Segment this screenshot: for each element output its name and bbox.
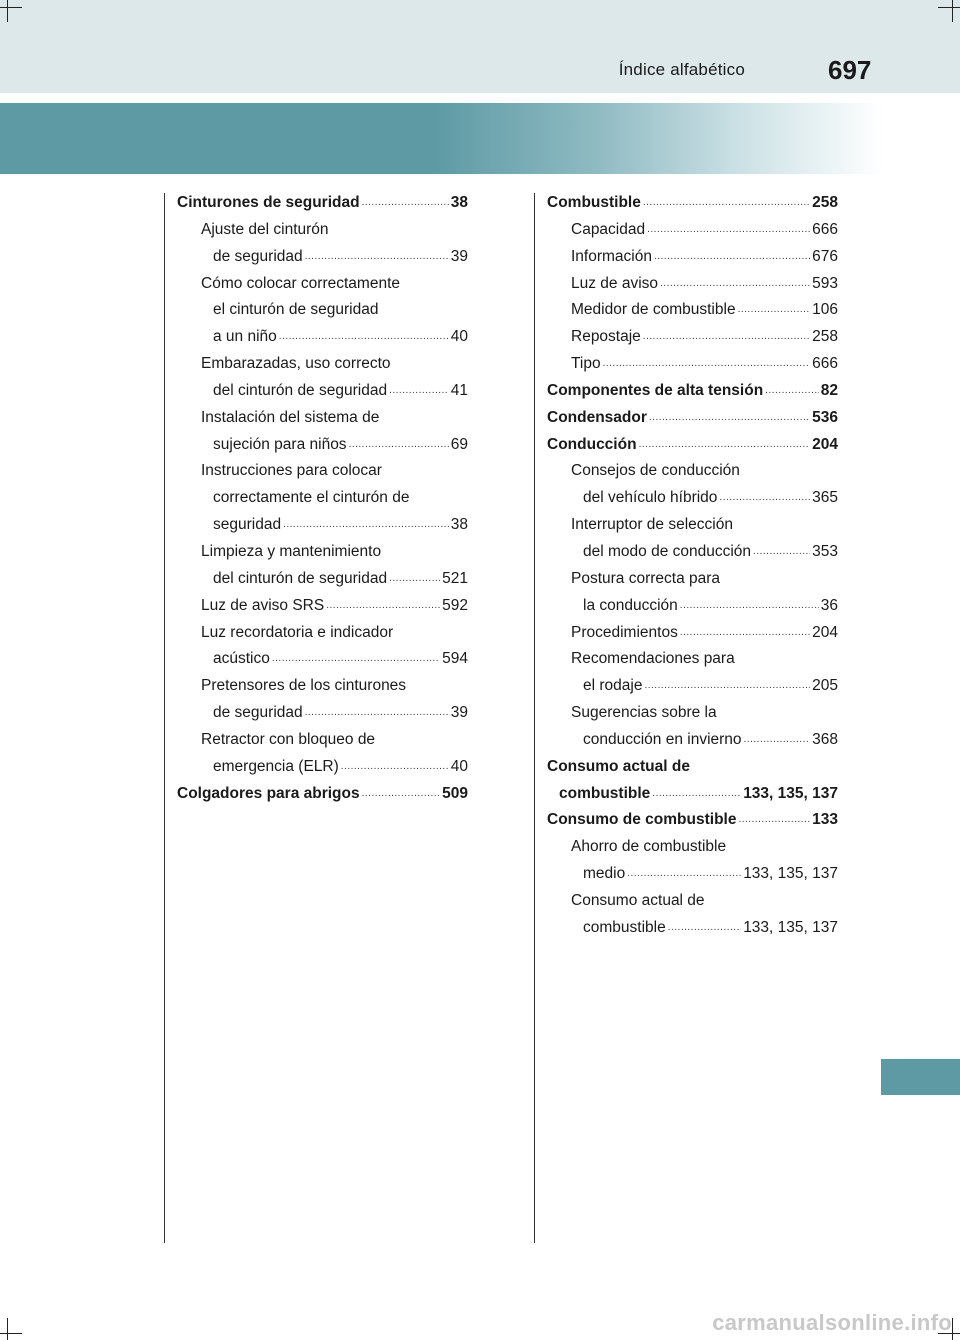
index-entry xyxy=(177,754,468,781)
index-entry-page: 39 xyxy=(450,247,468,265)
index-entry-page: 69 xyxy=(450,435,468,453)
index-entry-text: de seguridad xyxy=(213,704,303,722)
index-entry xyxy=(547,512,838,539)
crop-mark xyxy=(7,1318,8,1340)
dot-leader xyxy=(680,620,810,647)
index-entry-text: Condensador xyxy=(547,408,647,426)
index-entry-text: Recomendaciones para xyxy=(571,650,735,668)
index-column-left xyxy=(177,190,468,807)
index-entry-page: 38 xyxy=(450,516,468,534)
index-entry-text: Consumo actual de xyxy=(571,891,705,909)
index-entry xyxy=(547,646,838,673)
index-entry xyxy=(547,620,838,647)
column-rule-left xyxy=(164,193,165,1243)
index-entry-text: Postura correcta para xyxy=(571,569,721,587)
dot-leader xyxy=(279,324,449,351)
dot-leader xyxy=(654,244,810,271)
dot-leader xyxy=(305,244,449,271)
index-entry xyxy=(547,566,838,593)
index-entry xyxy=(177,432,468,459)
index-entry xyxy=(547,781,838,808)
dot-leader xyxy=(765,378,819,405)
index-entry-text: del cinturón de seguridad xyxy=(213,569,388,587)
crop-mark xyxy=(938,7,960,8)
index-entry-text: Ajuste del cinturón xyxy=(201,220,329,238)
dot-leader xyxy=(738,807,810,834)
index-entry-page: 133, 135, 137 xyxy=(743,784,838,802)
index-entry xyxy=(177,271,468,298)
index-entry-text: Medidor de combustible xyxy=(571,301,736,319)
index-entry-page: 368 xyxy=(812,730,838,748)
index-entry-page: 521 xyxy=(442,569,468,587)
dot-leader xyxy=(647,217,810,244)
index-entry-page: 38 xyxy=(450,194,468,211)
index-entry-page: 204 xyxy=(812,623,838,641)
dot-leader xyxy=(349,432,449,459)
index-entry xyxy=(177,620,468,647)
index-entry-page: 353 xyxy=(812,542,838,560)
index-entry xyxy=(547,888,838,915)
index-entry-page: 509 xyxy=(442,784,468,802)
dot-leader xyxy=(643,190,810,217)
index-entry-text: Interruptor de selección xyxy=(571,516,733,534)
index-entry xyxy=(177,512,468,539)
index-entry xyxy=(177,244,468,271)
index-entry-text: del cinturón de seguridad xyxy=(213,381,388,399)
index-entry xyxy=(547,727,838,754)
index-entry-page: 41 xyxy=(450,381,468,399)
index-entry-page: 536 xyxy=(812,408,838,426)
index-entry xyxy=(177,458,468,485)
dot-leader xyxy=(362,190,449,217)
crop-mark xyxy=(952,1318,953,1340)
index-entry xyxy=(177,324,468,351)
index-entry-text: Retractor con bloqueo de xyxy=(201,730,376,748)
index-entry-text: Repostaje xyxy=(571,328,641,346)
index-entry xyxy=(177,727,468,754)
index-entry xyxy=(547,297,838,324)
index-entry-text: conducción en invierno xyxy=(583,730,742,748)
dot-leader xyxy=(649,405,810,432)
index-entry xyxy=(547,807,838,834)
index-entry xyxy=(547,593,838,620)
dot-leader xyxy=(744,727,811,754)
dot-leader xyxy=(389,378,449,405)
index-entry-text: Cinturones de seguridad xyxy=(177,194,360,211)
index-entry-text: Consejos de conducción xyxy=(571,462,740,480)
index-entry xyxy=(547,861,838,888)
index-entry-page: 106 xyxy=(812,301,838,319)
section-tab xyxy=(881,1059,960,1095)
index-entry-page: 666 xyxy=(812,220,838,238)
index-entry xyxy=(547,458,838,485)
index-entry xyxy=(547,485,838,512)
index-entry-page: 592 xyxy=(442,596,468,614)
index-entry-text: de seguridad xyxy=(213,247,303,265)
dot-leader xyxy=(341,754,449,781)
index-entry-page: 365 xyxy=(812,489,838,507)
index-entry xyxy=(547,673,838,700)
index-entry-text: Consumo de combustible xyxy=(547,811,737,829)
index-entry-text: el rodaje xyxy=(583,677,643,695)
dot-leader xyxy=(326,593,440,620)
index-entry-page: 40 xyxy=(450,757,468,775)
index-entry-text: del vehículo híbrido xyxy=(583,489,718,507)
index-entry xyxy=(547,190,838,217)
index-entry-text: emergencia (ELR) xyxy=(213,757,339,775)
dot-leader xyxy=(627,861,741,888)
index-entry xyxy=(547,432,838,459)
index-entry-text: seguridad xyxy=(213,516,282,534)
dot-leader xyxy=(652,781,741,808)
index-entry-text: Conducción xyxy=(547,435,637,453)
column-rule-right xyxy=(534,193,535,1243)
index-entry-text: Embarazadas, uso correcto xyxy=(201,355,391,373)
index-entry-text: Pretensores de los cinturones xyxy=(201,677,407,695)
index-entry xyxy=(177,673,468,700)
dot-leader xyxy=(305,700,449,727)
index-entry-text: Colgadores para abrigos xyxy=(177,784,360,802)
index-entry-text: Sugerencias sobre la xyxy=(571,704,717,722)
index-entry xyxy=(547,915,838,942)
dot-leader xyxy=(738,297,811,324)
dot-leader xyxy=(639,432,811,459)
index-entry xyxy=(177,566,468,593)
index-entry xyxy=(547,324,838,351)
index-entry-page: 39 xyxy=(450,704,468,722)
dot-leader xyxy=(272,646,440,673)
index-entry-page: 594 xyxy=(442,650,468,668)
index-entry xyxy=(547,351,838,378)
index-entry-text: Ahorro de combustible xyxy=(571,838,727,856)
index-entry-text: Luz de aviso xyxy=(571,274,659,292)
dot-leader xyxy=(389,566,440,593)
dot-leader xyxy=(362,781,441,808)
crop-mark xyxy=(7,0,8,22)
index-entry-text: correctamente el cinturón de xyxy=(213,489,410,507)
dot-leader xyxy=(283,512,449,539)
dot-leader xyxy=(719,485,810,512)
crop-mark xyxy=(0,1333,22,1334)
index-entry xyxy=(547,271,838,298)
index-entry-page: 593 xyxy=(812,274,838,292)
dot-leader xyxy=(680,593,819,620)
index-entry-text: combustible xyxy=(583,918,666,936)
index-entry-text: el cinturón de seguridad xyxy=(213,301,379,319)
index-entry-page: 133, 135, 137 xyxy=(743,918,838,936)
crop-mark xyxy=(0,7,22,8)
index-entry-text: acústico xyxy=(213,650,270,668)
index-entry xyxy=(177,351,468,378)
index-entry xyxy=(177,700,468,727)
index-entry xyxy=(547,378,838,405)
index-entry xyxy=(177,405,468,432)
index-entry-text: combustible xyxy=(559,784,651,802)
crop-mark xyxy=(952,0,953,22)
index-entry-page: 258 xyxy=(812,328,838,346)
index-entry-page: 676 xyxy=(812,247,838,265)
dot-leader xyxy=(643,324,810,351)
index-entry-text: Instrucciones para colocar xyxy=(201,462,382,480)
index-entry-text: Tipo xyxy=(571,355,601,373)
dot-leader xyxy=(603,351,811,378)
index-entry-text: Capacidad xyxy=(571,220,646,238)
index-entry xyxy=(547,700,838,727)
index-entry xyxy=(547,405,838,432)
index-entry-page: 204 xyxy=(812,435,838,453)
index-entry xyxy=(177,593,468,620)
index-entry xyxy=(177,646,468,673)
index-entry xyxy=(547,217,838,244)
index-entry xyxy=(177,190,468,217)
index-entry-page: 258 xyxy=(812,194,838,211)
index-entry-text: Información xyxy=(571,247,652,265)
index-entry xyxy=(547,244,838,271)
index-entry-text: Limpieza y mantenimiento xyxy=(201,542,382,560)
dot-leader xyxy=(753,539,810,566)
index-entry-page: 666 xyxy=(812,355,838,373)
index-entry-page: 205 xyxy=(812,677,838,695)
index-entry xyxy=(547,539,838,566)
index-entry-text: la conducción xyxy=(583,596,678,614)
index-entry-text: Instalación del sistema de xyxy=(201,408,380,426)
decorative-band xyxy=(0,103,960,174)
header-band xyxy=(0,0,960,93)
index-entry xyxy=(547,754,838,781)
page-number: 697 xyxy=(828,55,872,85)
section-title: Índice alfabético xyxy=(618,60,745,79)
index-entry xyxy=(177,781,468,808)
index-entry-page: 36 xyxy=(820,596,838,614)
dot-leader xyxy=(668,915,741,942)
index-entry-page: 133 xyxy=(812,811,838,829)
index-entry-text: Luz recordatoria e indicador xyxy=(201,623,394,641)
index-entry-text: Consumo actual de xyxy=(547,757,690,775)
index-entry-text: sujeción para niños xyxy=(213,435,347,453)
index-column-right xyxy=(547,190,838,942)
index-entry xyxy=(177,485,468,512)
index-entry-text: Procedimientos xyxy=(571,623,678,641)
index-entry-text: a un niño xyxy=(213,328,277,346)
index-entry-text: Luz de aviso SRS xyxy=(201,596,325,614)
dot-leader xyxy=(644,673,810,700)
index-entry-text: del modo de conducción xyxy=(583,542,752,560)
index-entry xyxy=(547,834,838,861)
index-entry-page: 133, 135, 137 xyxy=(743,865,838,883)
index-entry xyxy=(177,297,468,324)
index-entry xyxy=(177,378,468,405)
index-entry-text: Cómo colocar correctamente xyxy=(201,274,400,292)
watermark: carmanualsonline.info xyxy=(712,1310,952,1335)
dot-leader xyxy=(660,271,810,298)
index-entry xyxy=(177,539,468,566)
index-entry-text: medio xyxy=(583,865,626,883)
index-entry-text: Componentes de alta tensión xyxy=(547,381,764,399)
index-entry xyxy=(177,217,468,244)
index-entry-text: Combustible xyxy=(547,194,641,211)
index-entry-page: 40 xyxy=(450,328,468,346)
index-entry-page: 82 xyxy=(820,381,838,399)
